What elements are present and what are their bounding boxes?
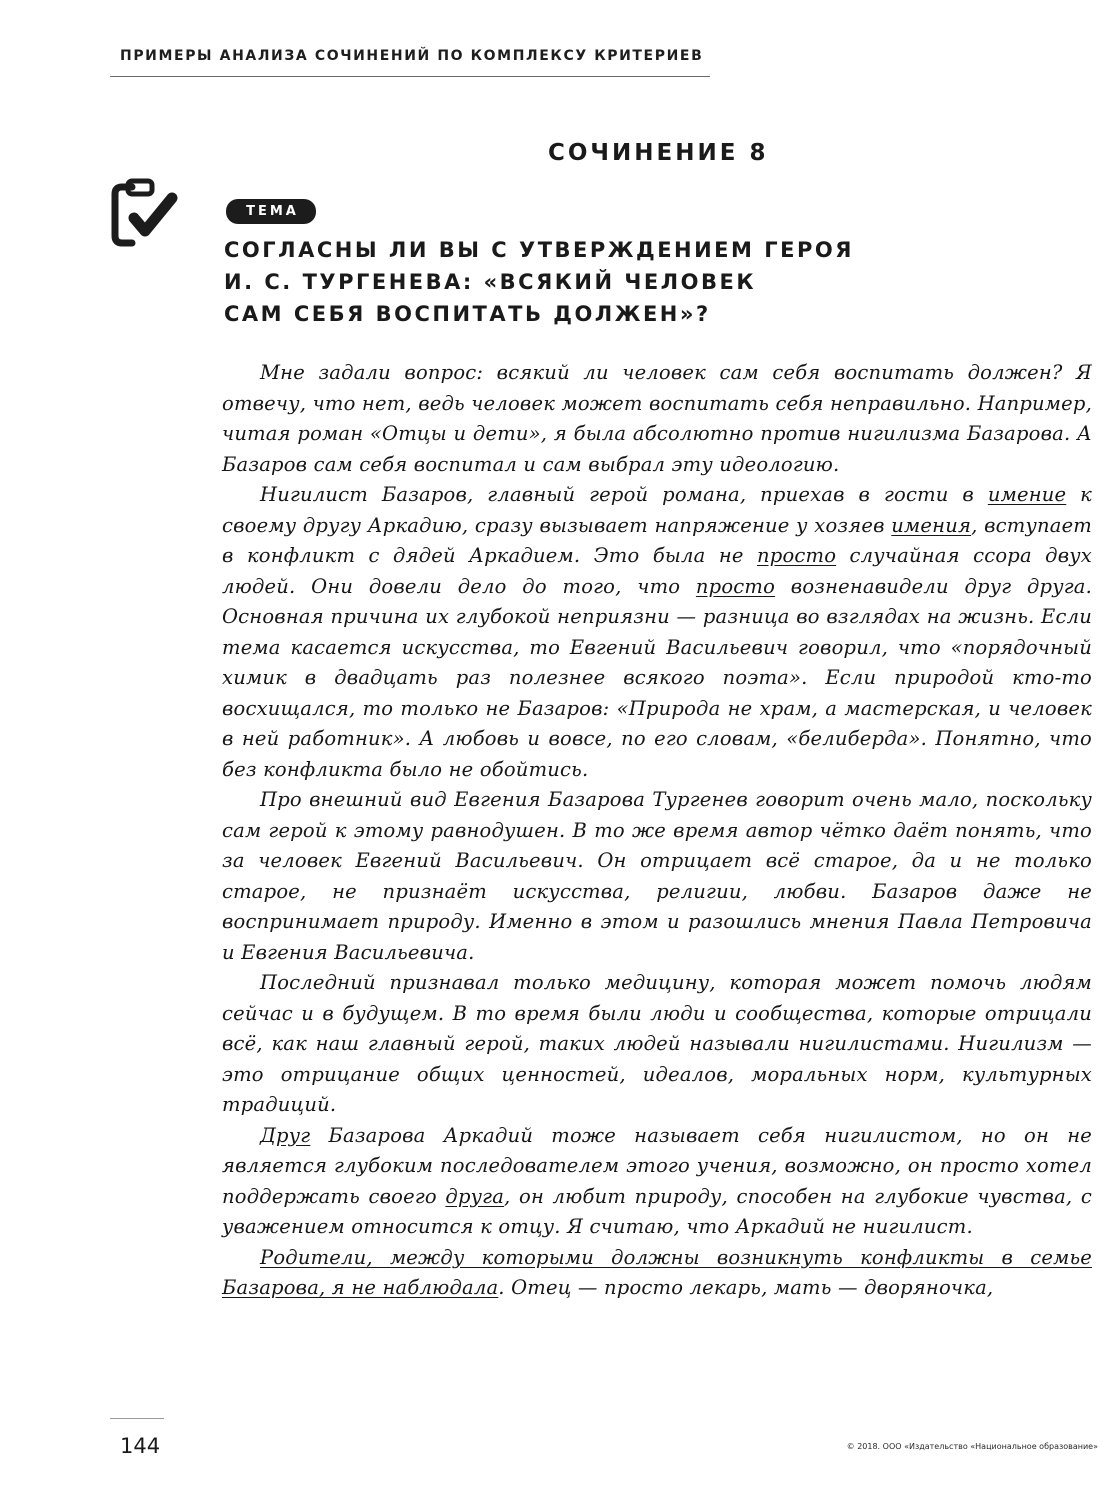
text: , вступает в конфликт с дядей Аркадием. Это была не: [222, 513, 1092, 567]
clipboard-check-icon: [106, 176, 180, 250]
essay-body: [222, 358, 1092, 1304]
copyright-notice: © 2018. ООО «Издательство «Национальное образование»: [846, 1442, 1098, 1451]
underlined-word: просто: [757, 544, 837, 567]
underlined-phrase: Родители, между которыми должны возникнуть конфликты в семье Базарова, я не наблюдала: [222, 1245, 1092, 1299]
underlined-word: друга: [445, 1184, 505, 1208]
text: Нигилист Базаров, главный герой романа, приехав в гости в: [260, 483, 988, 506]
check-mark: [134, 198, 172, 231]
text: . Отец — просто лекарь, мать — дворяночка,: [498, 1276, 994, 1299]
underlined-word: Друг: [260, 1123, 311, 1147]
paragraph-2: [222, 480, 1092, 785]
paragraph-5: [222, 1121, 1092, 1243]
topic-line: И. С. ТУРГЕНЕВА: «ВСЯКИЙ ЧЕЛОВЕК: [224, 270, 756, 294]
text: Базарова Аркадий тоже называет себя нигилистом, но он не является глубоким последователем этого учения, возможно, он просто хотел поддержать своего: [222, 1123, 1092, 1208]
paragraph-6: [222, 1243, 1092, 1304]
topic-heading: [224, 234, 924, 330]
text: к своему другу Аркадию, сразу вызывает напряжение у хозяев: [222, 483, 1092, 537]
text: возненавидели друг друга. Основная причина их глубокой неприязни — разница во взглядах на жизнь. Если тема касается искусства, то Евгений Васильевич говорил, что «порядочный химик в двадцать раз полезнее всякого поэта». Если природой кто-то восхищался, то только не Базаров: «Природа не храм, а мастерская, и человек в ней работник». А любовь и вовсе, по его словам, «белиберда». Понятно, что без конфликта было не обойтись.: [222, 574, 1092, 781]
header-rule: [110, 76, 710, 77]
topic-badge: ТЕМА: [226, 199, 316, 224]
underlined-word: просто: [695, 574, 776, 598]
topic-line: САМ СЕБЯ ВОСПИТАТЬ ДОЛЖЕН»?: [224, 302, 711, 326]
text: случайная ссора двух людей. Они довели дело до того, что: [222, 544, 1092, 598]
page-number: 144: [120, 1434, 161, 1458]
running-head: ПРИМЕРЫ АНАЛИЗА СОЧИНЕНИЙ ПО КОМПЛЕКСУ КРИТЕРИЕВ: [120, 48, 704, 64]
text: , он любит природу, способен на глубокие чувства, с уважением относится к отцу. Я считаю, что Аркадий не нигилист.: [222, 1184, 1092, 1238]
paragraph-3: Про внешний вид Евгения Базарова Тургенев говорит очень мало, поскольку сам герой к этому равнодушен. В то же время автор чётко даёт понять, что за человек Евгений Васильевич. Он отрицает всё старое, да и не только старое, не признаёт искусства, религии, любви. Базаров даже не воспринимает природу. Именно в этом и разошлись мнения Павла Петровича и Евгения Васильевича.: [222, 788, 1092, 964]
topic-line: СОГЛАСНЫ ЛИ ВЫ С УТВЕРЖДЕНИЕМ ГЕРОЯ: [224, 238, 854, 262]
footer-rule: [110, 1418, 164, 1419]
paragraph-4: Последний признавал только медицину, которая может помочь людям сейчас и в будущем. В то время были люди и сообщества, которые отрицали всё, как наш главный герой, таких людей называли нигилистами. Нигилизм — это отрицание общих ценностей, идеалов, моральных норм, культурных традиций.: [222, 971, 1092, 1116]
essay-title: СОЧИНЕНИЕ 8: [548, 140, 769, 166]
underlined-word: имение: [987, 483, 1067, 506]
underlined-word: имения: [891, 513, 972, 537]
paragraph-1: Мне задали вопрос: всякий ли человек сам себя воспитать должен? Я отвечу, что нет, ведь человек может воспитать себя неправильно. Например, читая роман «Отцы и дети», я была абсолютно против нигилизма Базарова. А Базаров сам себя воспитал и сам выбрал эту идеологию.: [222, 361, 1092, 476]
